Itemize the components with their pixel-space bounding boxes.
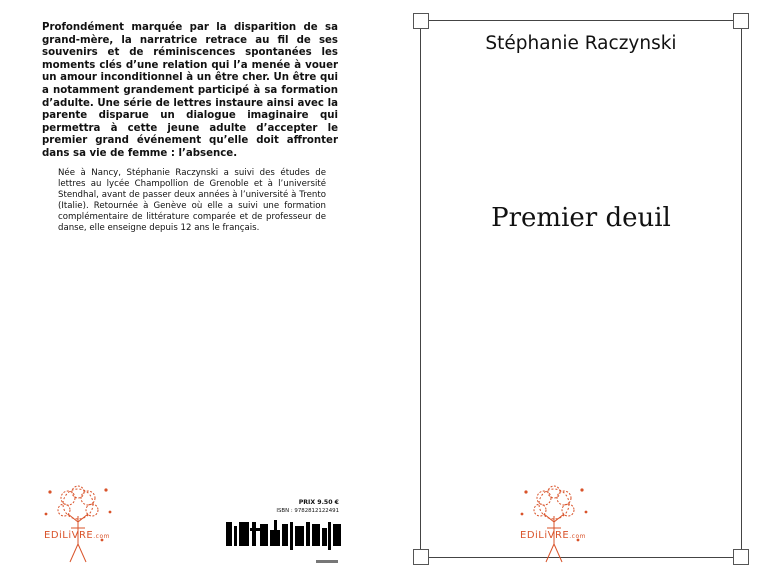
logo-name: EDiLiVRE bbox=[520, 530, 570, 541]
edilivre-logo-front bbox=[516, 482, 596, 568]
tree-person-icon bbox=[516, 482, 596, 568]
logo-suffix: .com bbox=[93, 533, 110, 540]
frame-corner-top-left bbox=[413, 13, 429, 29]
logo-suffix: .com bbox=[569, 533, 586, 540]
frame-corner-bottom-left bbox=[413, 549, 429, 565]
frame-left-line bbox=[420, 20, 421, 558]
barcode-strip bbox=[316, 560, 338, 563]
tree-person-icon bbox=[40, 482, 120, 568]
price-isbn-block bbox=[222, 498, 339, 515]
logo-name: EDiLiVRE bbox=[44, 530, 94, 541]
barcode-image bbox=[226, 518, 346, 554]
author-name: Stéphanie Raczynski bbox=[485, 33, 677, 54]
book-title: Premier deuil bbox=[491, 203, 671, 233]
frame-corner-top-right bbox=[733, 13, 749, 29]
back-cover bbox=[0, 0, 385, 578]
isbn-label: ISBN : 9782812122491 bbox=[276, 508, 339, 514]
frame-right-line bbox=[741, 20, 742, 558]
edilivre-logo-back bbox=[40, 482, 120, 568]
price-label: PRIX 9.50 € bbox=[298, 499, 339, 506]
frame-corner-bottom-right bbox=[733, 549, 749, 565]
synopsis-text: Profondément marquée par la disparition de sa grand-mère, la narratrice retrace au fil de ses souvenirs et de réminiscences spontanées les moments clés d’une relation qui l’a menée à vouer un amour inconditionnel à un être cher. Un être qui a notamment grandement participé à sa formation d’adulte. Une série de lettres instaure ainsi avec la parente disparue un dialogue imaginaire qui permettra à cette jeune adulte d’accepter le premier grand événement qu’elle doit affronter dans sa vie de femme : l’absence. bbox=[42, 22, 338, 159]
frame-top-line bbox=[420, 20, 742, 21]
author-bio-text: Née à Nancy, Stéphanie Raczynski a suivi des études de lettres au lycée Champollion de Grenoble et à l’université Stendhal, avant de passer deux années à l’université à Trento (Italie). Retournée à Genève où elle a suivi une formation complémentaire de littérature comparée et de professeur de danse, elle enseigne depuis 12 ans le français. bbox=[58, 168, 326, 233]
